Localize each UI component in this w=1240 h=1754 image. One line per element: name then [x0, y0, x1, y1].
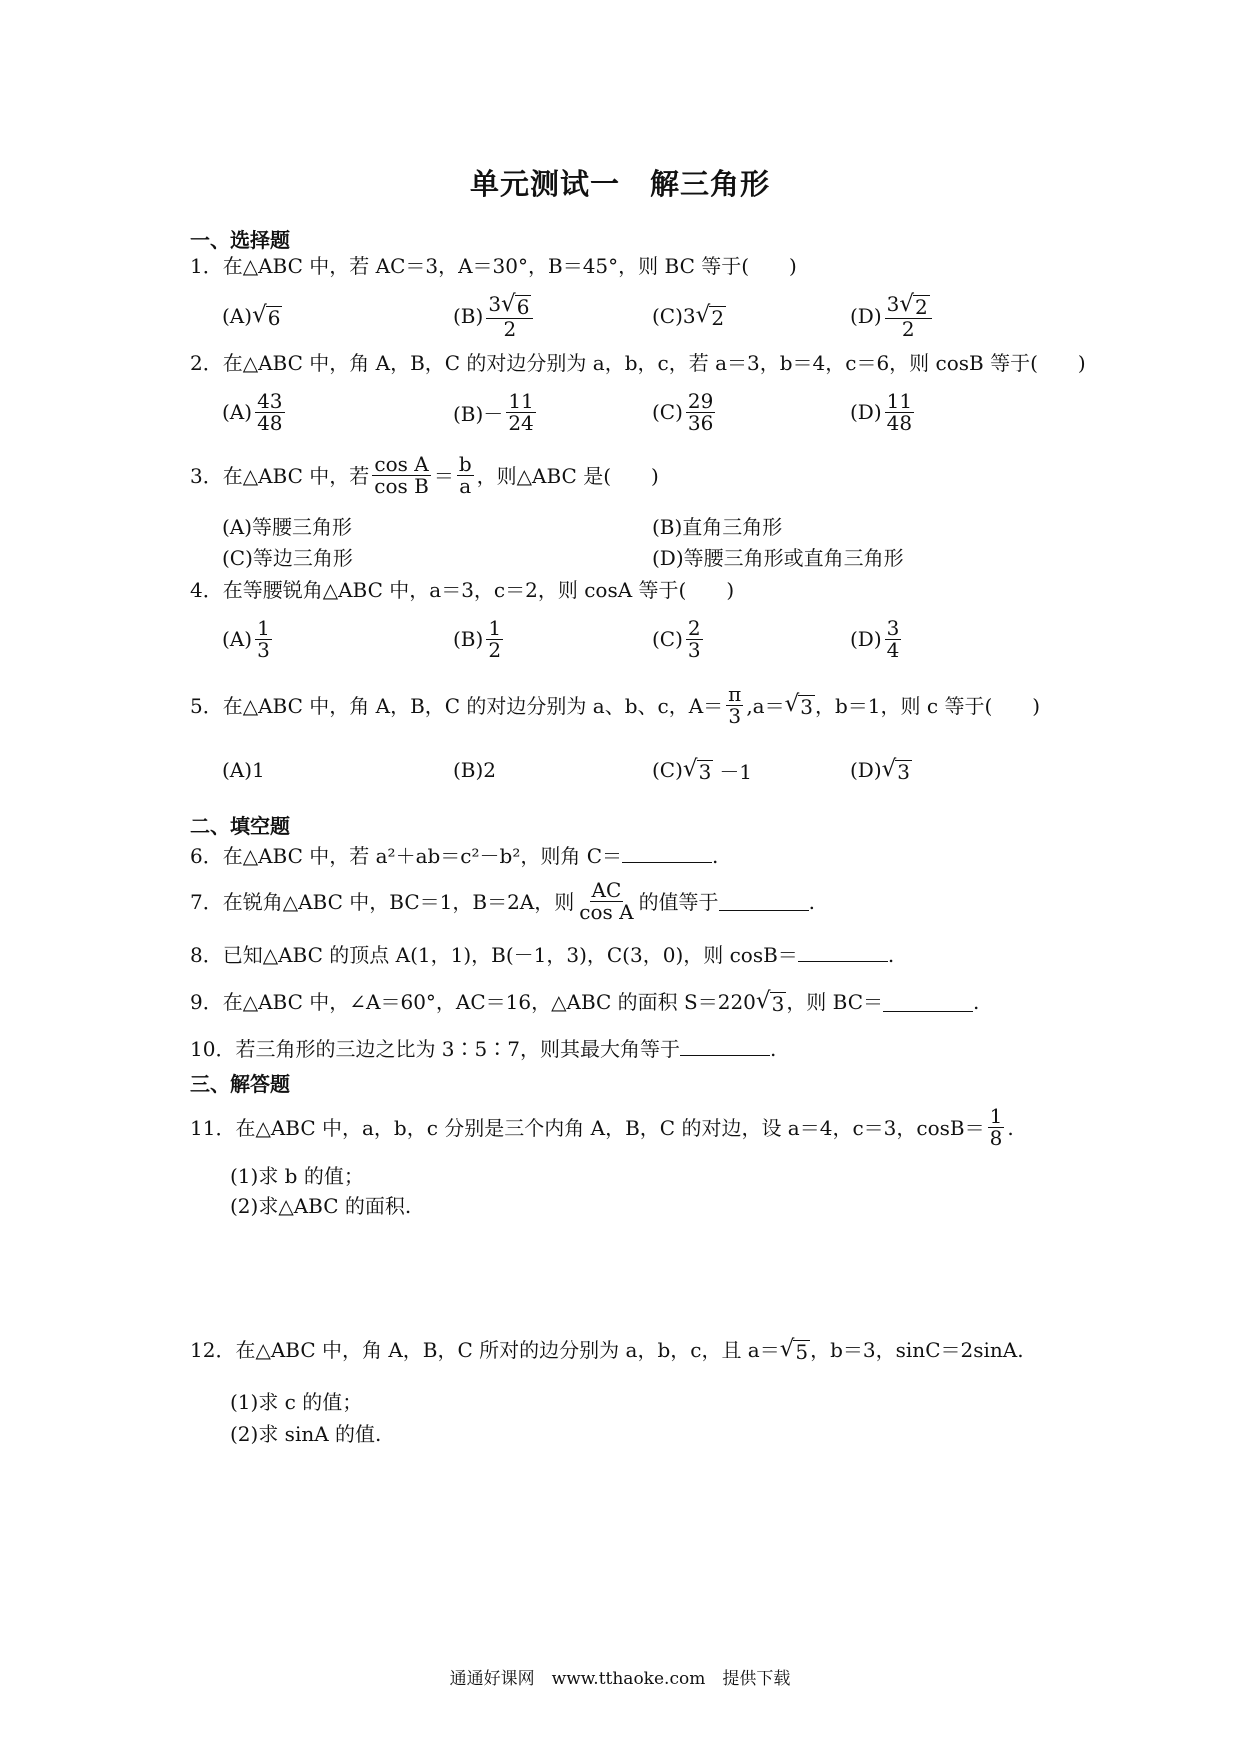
fraction: $\frac{43}{48}$ — [257, 388, 283, 435]
question-11-part-1: (1)求 b 的值； — [230, 1164, 364, 1188]
question-8: 8．已知△ABC 的顶点 A(1，1)，B(－1，3)，C(3，0)，则 cosB＝ . — [190, 943, 895, 967]
q4-option-c: (C) $\frac{2}{3}$ — [652, 615, 701, 662]
q5-option-c: (C) √ 3 －1 — [652, 755, 753, 784]
question-1-options — [222, 292, 982, 340]
question-3: 3．在△ABC 中，若 $\frac{\text{cos A}}{\text{cos B}}$ ＝ $\frac{b}{a}$ ，则△ABC 是( ) — [190, 452, 659, 498]
q5-option-a: (A)1 — [222, 758, 265, 782]
q3-option-a: (A)等腰三角形 — [222, 514, 353, 539]
question-3-options-row2 — [222, 541, 982, 571]
question-4: 4．在等腰锐角△ABC 中，a＝3，c＝2，则 cosA 等于( ) — [190, 578, 735, 602]
fraction: $\frac{2}{3}$ — [687, 615, 701, 662]
question-10: 10．若三角形的三边之比为 3∶5∶7，则其最大角等于 . — [190, 1037, 777, 1061]
fraction: $\frac{3}{4}$ — [886, 615, 900, 662]
q5-option-b: (B)2 — [453, 758, 497, 782]
q5-option-d: (D) √ 3 — [850, 755, 911, 784]
fraction: $\frac{11}{48}$ — [886, 388, 913, 435]
fraction: $\frac{1}{2}$ — [488, 615, 502, 662]
q3-option-c: (C)等边三角形 — [222, 545, 353, 570]
fraction: $\frac{\text{cos A}}{\text{cos B}}$ — [374, 452, 429, 498]
q1-option-d: (D) 3 √ 2 2 — [850, 292, 935, 340]
question-9: 9．在△ABC 中，∠A＝60°，AC＝16，△ABC 的面积 S＝220 √ 3 ，则 BC＝ . — [190, 987, 980, 1016]
q4-option-d: (D) $\frac{3}{4}$ — [850, 615, 900, 662]
fraction: $\frac{\pi}{3}$ — [728, 682, 742, 728]
question-5-options — [222, 752, 982, 788]
fraction: $\frac{1}{8}$ — [989, 1104, 1003, 1150]
sqrt: √ 2 — [695, 301, 725, 330]
answer-blank — [798, 943, 888, 962]
fraction: 3 √ 2 2 — [885, 293, 932, 340]
sqrt: √ 3 — [784, 691, 813, 719]
question-12-part-1: (1)求 c 的值； — [230, 1390, 363, 1414]
answer-blank — [883, 993, 973, 1012]
section-heading-answer: 三、解答题 — [190, 1072, 290, 1096]
q1-option-a: (A) √ 6 — [222, 301, 281, 330]
sqrt: √ 5 — [779, 1335, 809, 1364]
page-title: 单元测试一 解三角形 — [469, 167, 770, 201]
question-11: 11．在△ABC 中，a，b，c 分别是三个内角 A，B，C 的对边，设 a＝4，c＝3，cosB＝ $\frac{1}{8}$ . — [190, 1104, 1014, 1150]
sqrt: √ 3 — [755, 987, 785, 1016]
question-6: 6．在△ABC 中，若 a²＋ab＝c²－b²，则角 C＝ . — [190, 844, 719, 868]
q2-option-d: (D) $\frac{11}{48}$ — [850, 388, 913, 435]
fraction: $\frac{29}{36}$ — [687, 388, 714, 435]
question-3-options-row1 — [222, 510, 982, 540]
q4-option-a: (A) $\frac{1}{3}$ — [222, 615, 270, 662]
fraction: $\frac{11}{24}$ — [508, 388, 534, 435]
question-4-options — [222, 615, 982, 663]
question-2: 2．在△ABC 中，角 A，B，C 的对边分别为 a，b，c，若 a＝3，b＝4，c＝6，则 cosB 等于( ) — [190, 351, 1086, 375]
q4-option-b: (B) $\frac{1}{2}$ — [453, 615, 502, 662]
q1-option-c: (C) 3 √ 2 — [652, 301, 725, 330]
section-heading-choice: 一、选择题 — [190, 228, 290, 252]
fraction: 3 √ 6 2 — [486, 293, 533, 340]
question-2-options — [222, 388, 982, 436]
page-footer: 通通好课网 www.tthaoke.com 提供下载 — [449, 1669, 791, 1689]
q1-option-b: (B) 3 √ 6 2 — [453, 292, 536, 340]
sqrt: √ 3 — [881, 755, 911, 784]
answer-blank — [622, 844, 712, 863]
fraction: $\frac{b}{a}$ — [458, 452, 472, 498]
question-12-part-2: (2)求 sinA 的值. — [230, 1422, 382, 1446]
sqrt: √ 6 — [252, 301, 281, 330]
fraction: $\frac{1}{3}$ — [257, 615, 270, 662]
question-1: 1．在△ABC 中，若 AC＝3，A＝30°，B＝45°，则 BC 等于( ) — [190, 254, 797, 278]
fraction: $\frac{AC}{\text{cos A}}$ — [579, 878, 634, 924]
section-heading-fill: 二、填空题 — [190, 814, 290, 838]
question-12: 12．在△ABC 中，角 A，B，C 所对的边分别为 a，b，c，且 a＝ √ 5 ，b＝3，sinC＝2sinA. — [190, 1335, 1024, 1364]
question-11-part-2: (2)求△ABC 的面积. — [230, 1194, 412, 1218]
question-7: 7．在锐角△ABC 中，BC＝1，B＝2A，则 $\frac{AC}{\text{cos A}}$ 的值等于 . — [190, 878, 815, 924]
question-5: 5．在△ABC 中，角 A，B，C 的对边分别为 a、b、c，A＝ $\frac{\pi}{3}$ ,a＝ √ 3 ，b＝1，则 c 等于( ) — [190, 682, 1041, 728]
answer-blank — [680, 1037, 770, 1056]
q2-option-b: (B)－ $\frac{11}{24}$ — [453, 388, 534, 435]
answer-blank — [719, 892, 809, 911]
q3-option-d: (D)等腰三角形或直角三角形 — [652, 545, 904, 570]
q2-option-a: (A) $\frac{43}{48}$ — [222, 388, 283, 435]
sqrt: √ 3 — [682, 755, 712, 784]
q2-option-c: (C) $\frac{29}{36}$ — [652, 388, 714, 435]
q3-option-b: (B)直角三角形 — [652, 514, 783, 539]
